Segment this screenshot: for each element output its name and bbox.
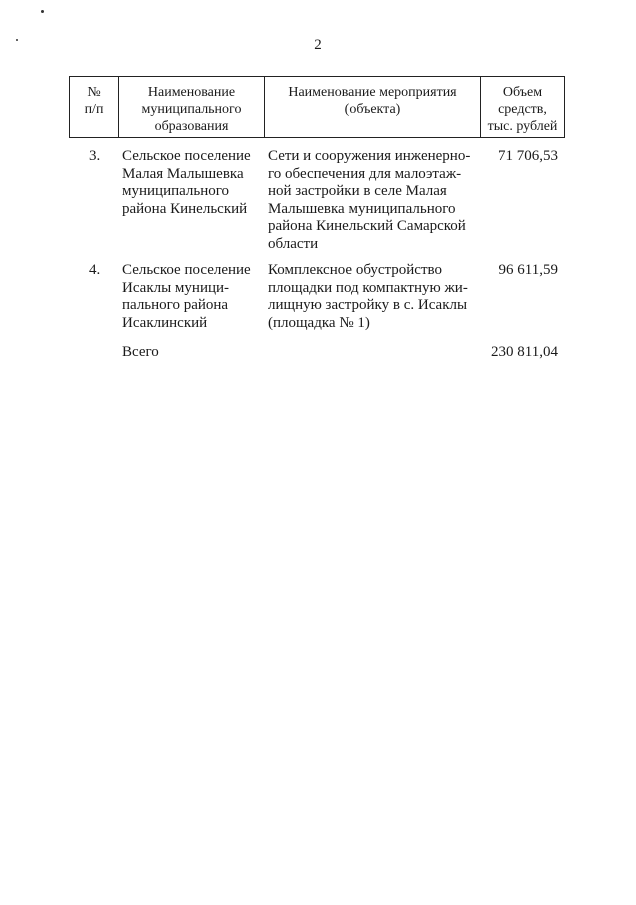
- header-municipality: Наименование муниципального образования: [119, 77, 265, 137]
- event-line: площадки под компактную жи-: [268, 279, 468, 296]
- row-amount: 71 706,53: [498, 148, 558, 164]
- event-line: Сети и сооружения инженерно-: [268, 148, 471, 164]
- header-number: № п/п: [70, 77, 119, 137]
- row-event: [268, 148, 475, 253]
- municipality-line: муниципального: [122, 183, 230, 199]
- municipality-line: района Кинельский: [122, 200, 248, 217]
- event-line: го обеспечения для малоэтаж-: [268, 165, 462, 182]
- page-number: 2: [314, 37, 322, 53]
- table-row: [69, 262, 565, 334]
- table-header: [69, 76, 565, 138]
- municipality-line: Сельское поселение: [122, 148, 251, 164]
- event-line: (площадка № 1): [268, 314, 370, 331]
- municipality-line: Сельское поселение: [122, 262, 251, 278]
- row-municipality: [122, 148, 262, 218]
- row-municipality: [122, 262, 262, 332]
- event-line: района Кинельский Самарской: [268, 218, 466, 234]
- event-line: Комплексное обустройство: [268, 262, 443, 278]
- row-number: 4.: [89, 262, 101, 278]
- row-number: 3.: [89, 148, 101, 164]
- event-line: ной застройки в селе Малая: [268, 183, 447, 199]
- header-amount: Объем средств, тыс. рублей: [487, 85, 558, 134]
- row-event: [268, 262, 475, 332]
- municipality-line: Исаклинский: [122, 314, 208, 331]
- table-row: [69, 148, 565, 254]
- municipality-line: Исаклы муници-: [122, 279, 230, 296]
- scan-speck: [41, 10, 44, 13]
- row-amount: 96 611,59: [498, 262, 558, 278]
- event-line: области: [268, 235, 319, 252]
- total-amount: 230 811,04: [491, 344, 558, 360]
- event-line: лищную застройку в с. Исаклы: [268, 297, 468, 313]
- event-line: Малышевка муниципального: [268, 200, 456, 217]
- municipality-line: пального района: [122, 297, 229, 313]
- municipality-line: Малая Малышевка: [122, 165, 244, 182]
- header-event: Наименование мероприятия (объекта): [265, 77, 481, 137]
- total-label: Всего: [122, 344, 159, 360]
